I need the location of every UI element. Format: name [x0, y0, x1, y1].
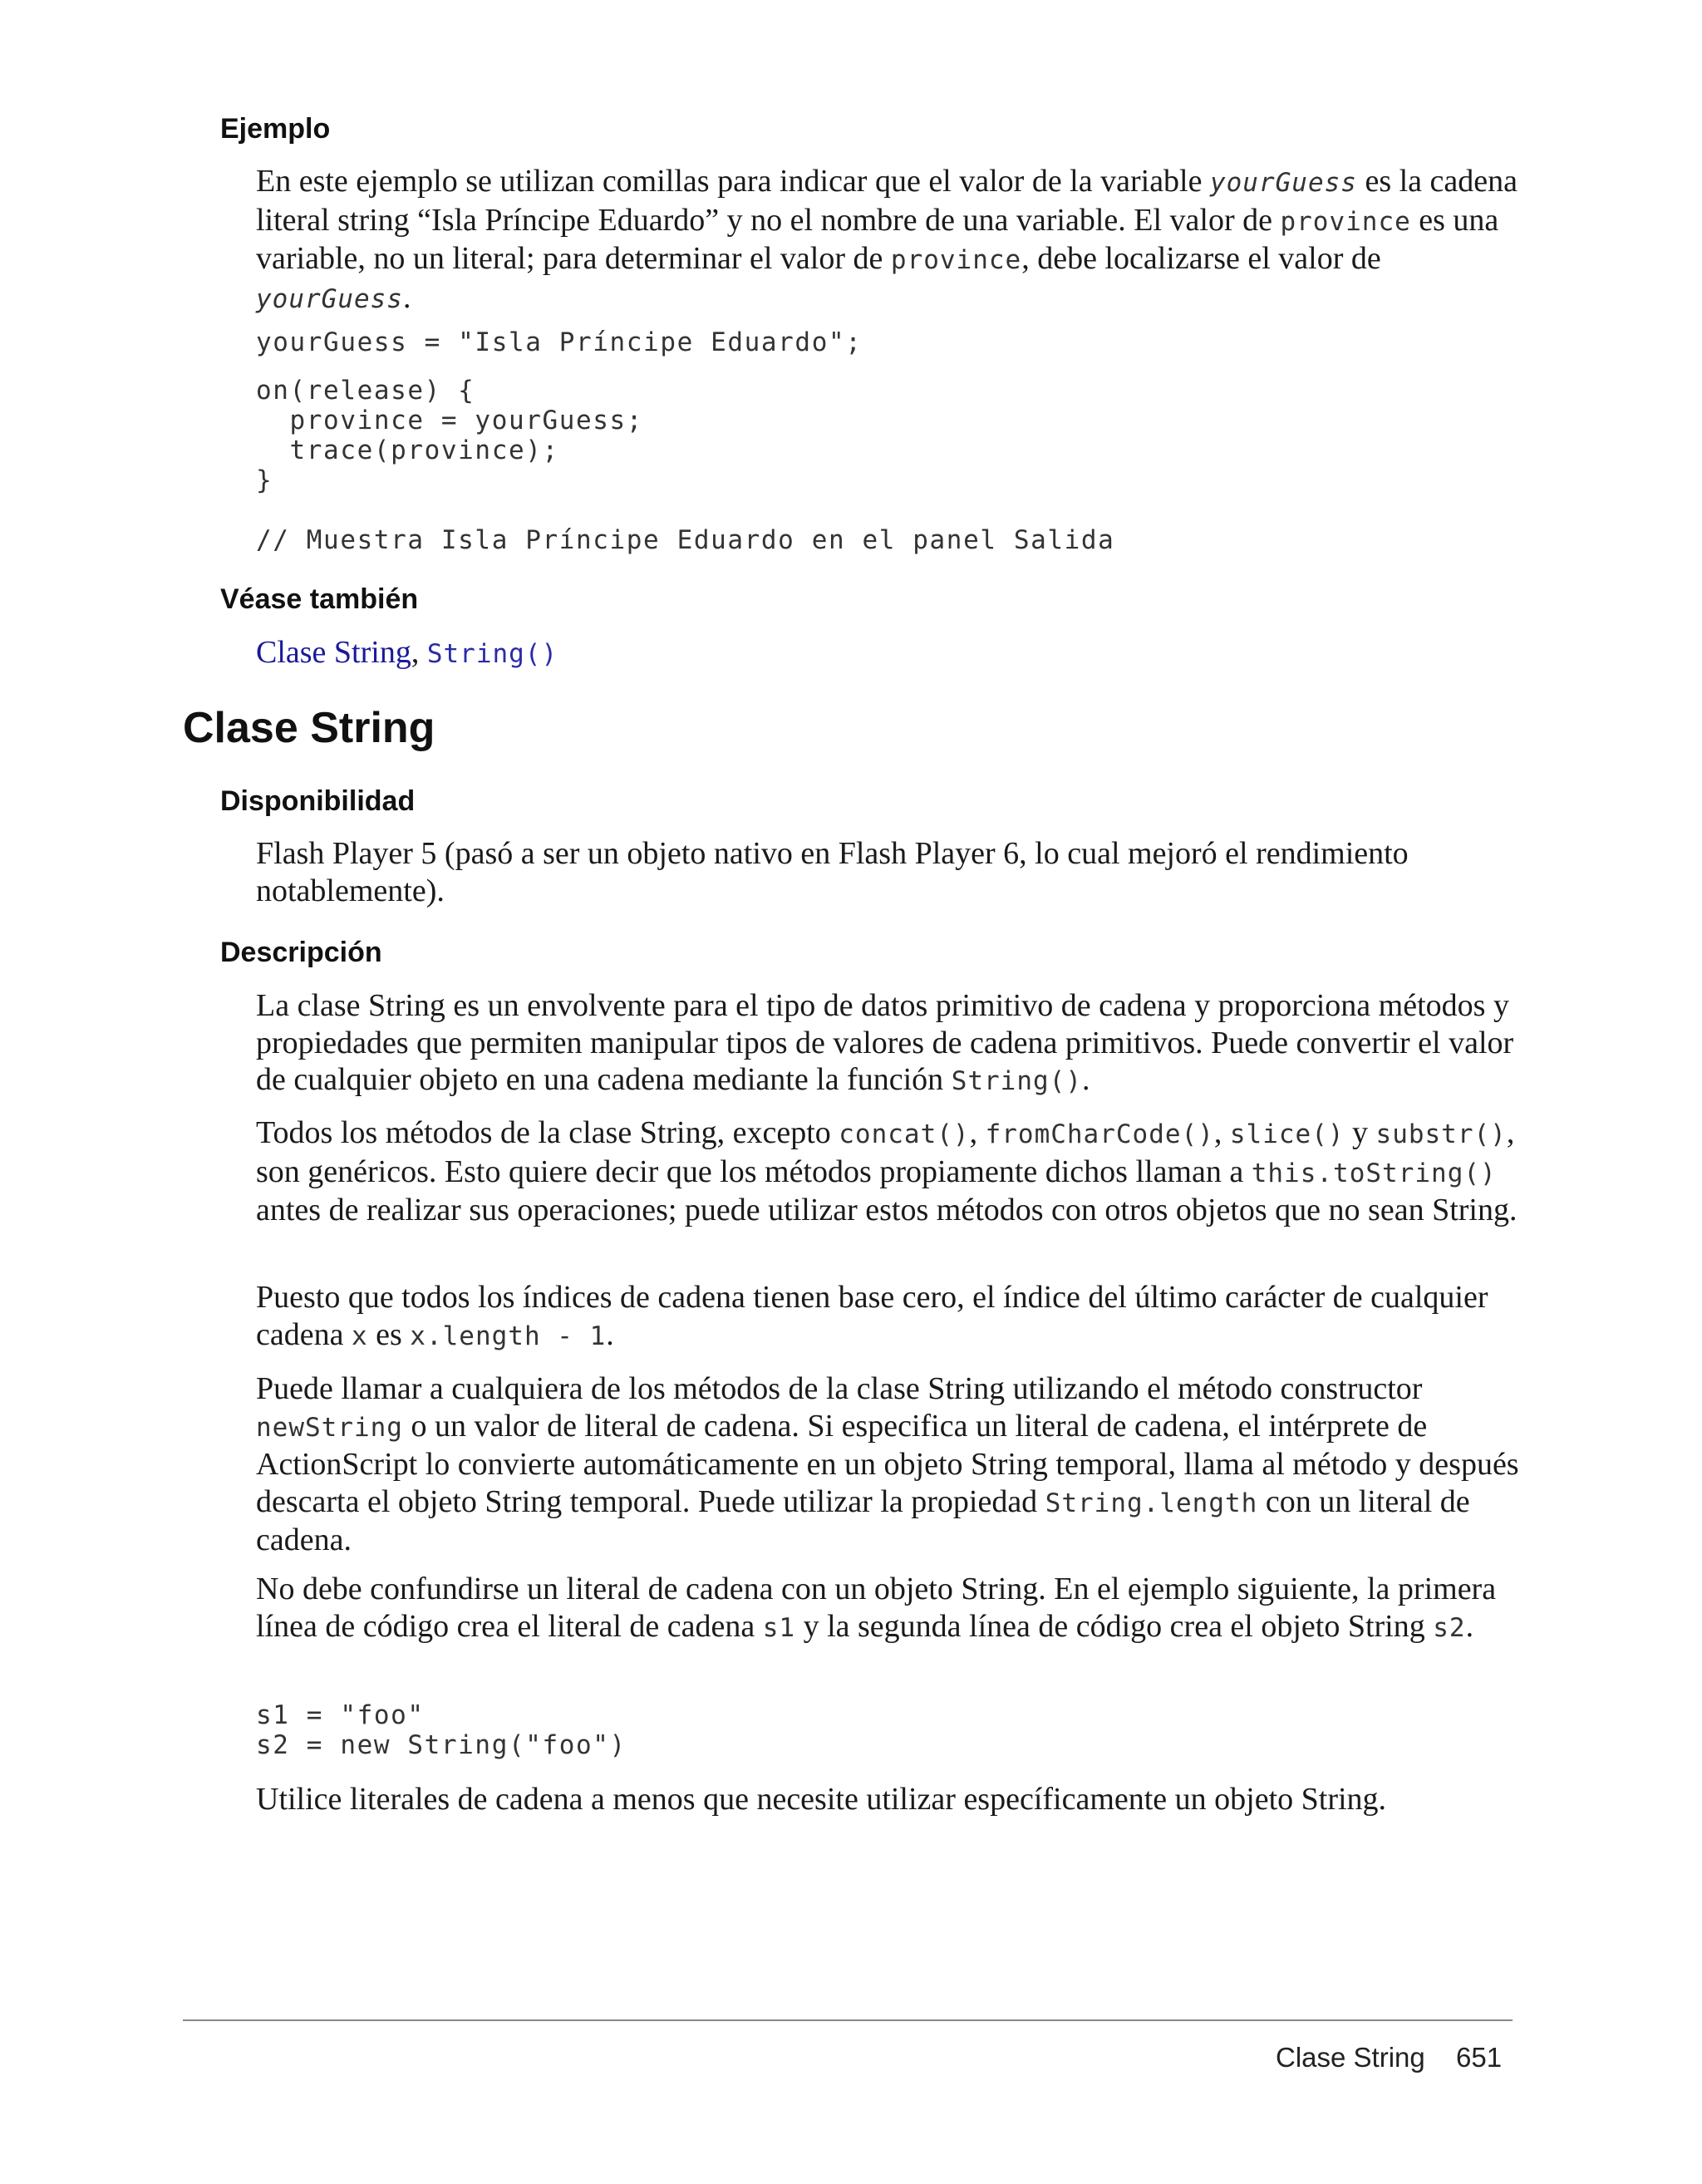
description-paragraph-3: Puesto que todos los índices de cadena tienen base cero, el índice del último carácter de cualquier cadena x es x.length - 1. [256, 1280, 1488, 1352]
example-code-block: on(release) { province = yourGuess; trace(province); } [256, 376, 644, 495]
footer-divider [183, 2019, 1513, 2021]
description-heading: Descripción [220, 937, 382, 968]
description-paragraph-2: Todos los métodos de la clase String, excepto concat(), fromCharCode(), slice() y substr(), son genéricos. Esto quiere decir que los métodos propiamente dichos llaman a this.toString() antes de realizar sus operaciones; puede utilizar estos métodos con otros objetos que no sean String. [256, 1115, 1518, 1227]
example-heading: Ejemplo [220, 113, 331, 145]
description-paragraph-6: Utilice literales de cadena a menos que necesite utilizar específicamente un objeto String. [256, 1782, 1387, 1817]
see-also-heading: Véase también [220, 583, 419, 615]
footer-section-title: Clase String [1276, 2042, 1425, 2073]
description-code-block: s1 = "foo" s2 = new String("foo") [256, 1700, 627, 1760]
link-clase-string[interactable]: Clase String [256, 635, 411, 670]
inline-code-province: province [1280, 206, 1411, 237]
inline-code-yourguess: yourGuess [1209, 168, 1357, 198]
example-code-line: yourGuess = "Isla Príncipe Eduardo"; [256, 327, 863, 357]
inline-code-province: province [890, 245, 1022, 275]
availability-paragraph: Flash Player 5 (pasó a ser un objeto nativo en Flash Player 6, lo cual mejoró el rendimiento notablemente). [256, 836, 1409, 908]
example-paragraph: En este ejemplo se utilizan comillas para indicar que el valor de la variable yourGuess es la cadena literal string “Isla Príncipe Eduardo” y no el nombre de una variable. El valor de province es una variable, no un literal; para determinar el valor de province, debe localizarse el valor de yourGuess. [256, 164, 1518, 315]
description-paragraph-1: La clase String es un envolvente para el tipo de datos primitivo de cadena y proporciona métodos y propiedades que permiten manipular tipos de valores de cadena primitivos. Puede convertir el valor de cualquier objeto en una cadena mediante la función String(). [256, 988, 1514, 1097]
availability-heading: Disponibilidad [220, 785, 416, 817]
section-title: Clase String [183, 704, 435, 752]
description-paragraph-4: Puede llamar a cualquiera de los métodos de la clase String utilizando el método constructor newString o un valor de literal de cadena. Si especifica un literal de cadena, el intérprete de ActionScript lo convierte automáticamente en un objeto String temporal, llama al método y después descarta el objeto String temporal. Puede utilizar la propiedad String.length con un literal de cadena. [256, 1371, 1519, 1557]
link-string-function[interactable]: String() [426, 639, 558, 669]
description-paragraph-5: No debe confundirse un literal de cadena con un objeto String. En el ejemplo siguiente, la primera línea de código crea el literal de cadena s1 y la segunda línea de código crea el objeto String s2. [256, 1572, 1497, 1644]
see-also-links: Clase String, String() [256, 635, 558, 670]
inline-code-yourguess: yourGuess [256, 283, 403, 314]
page-number: 651 [1456, 2042, 1503, 2073]
example-code-comment: // Muestra Isla Príncipe Eduardo en el panel Salida [256, 525, 1115, 555]
